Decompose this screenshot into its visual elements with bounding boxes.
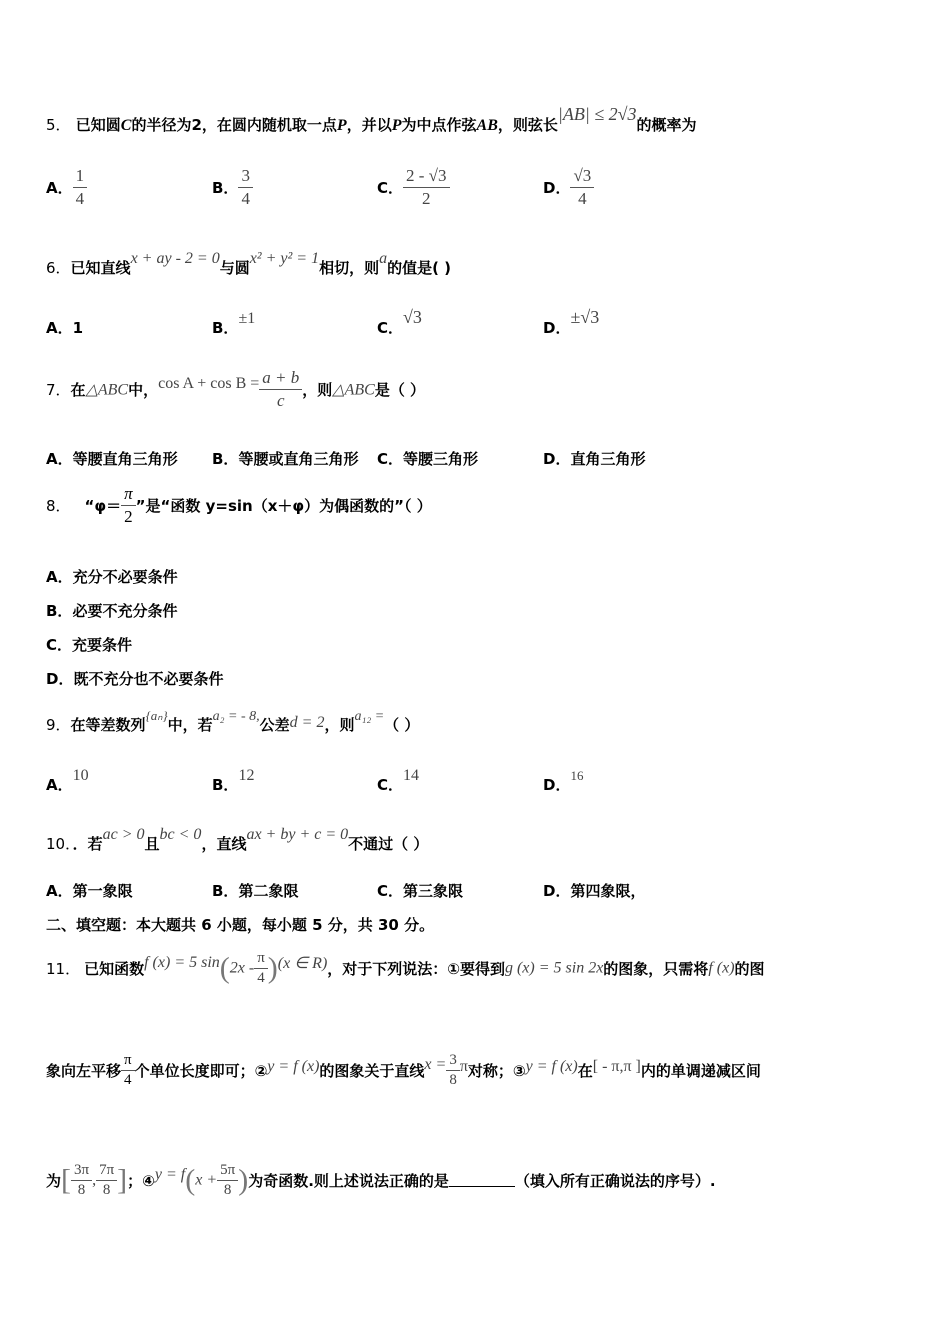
q11-pi-over-4: $\frac{\pi}{4}$ bbox=[254, 950, 268, 987]
q7-option-c[interactable]: C．等腰三角形 bbox=[377, 450, 479, 468]
q7-option-d[interactable]: D．直角三角形 bbox=[543, 450, 646, 468]
q10-line-equation: ax + by + c = 0 bbox=[246, 826, 349, 843]
q8-option-a[interactable]: A．充分不必要条件 bbox=[46, 568, 178, 586]
question-10: 10．．若ac > 0且bc < 0，直线ax + by + c = 0不通过（ ） bbox=[46, 826, 429, 853]
q5-option-a[interactable]: A． $\frac{1}{4}$ bbox=[46, 166, 87, 209]
q9-option-b[interactable]: B．12 bbox=[212, 767, 255, 794]
q6-option-a[interactable]: A．1 bbox=[46, 319, 84, 337]
q5-option-c-fraction: $\frac{2 - √3}{2}$ bbox=[403, 166, 450, 209]
q11-interval-left: $\frac{3\pi}{8}$ bbox=[71, 1162, 92, 1199]
q10-option-c[interactable]: C．第三象限 bbox=[377, 882, 464, 900]
q9-option-c[interactable]: C．14 bbox=[377, 767, 420, 794]
q5-condition: |AB| ≤ 2√3 bbox=[557, 104, 637, 124]
q6-circle-equation: x² + y² = 1 bbox=[249, 250, 320, 267]
q5-option-b[interactable]: B． $\frac{3}{4}$ bbox=[212, 166, 253, 209]
question-5: 5． 已知圆C的半径为2，在圆内随机取一点P，并以P为中点作弦AB，则弦长|AB| ≤ 2√3的概率为 bbox=[46, 104, 697, 134]
q8-option-c[interactable]: C．充要条件 bbox=[46, 636, 133, 654]
q6-option-c[interactable]: C．√3 bbox=[377, 307, 422, 337]
question-11-line-2: 象向左平移 $\frac{\pi}{4}$ 个单位长度即可；②y = f (x)的图象关于直线x = $\frac{3}{8}$ π对称；③y = f (x)在[ - π,π ]内的单调递减区间 bbox=[46, 1052, 761, 1088]
q5-option-a-fraction: $\frac{1}{4}$ bbox=[73, 166, 88, 209]
question-6: 6．已知直线x + ay - 2 = 0与圆x² + y² = 1相切，则a的值是( ) bbox=[46, 250, 452, 277]
q7-equation-lhs: cos A + cos B = bbox=[158, 374, 260, 392]
q10-option-b[interactable]: B．第二象限 bbox=[212, 882, 299, 900]
q11-interval: [ - π,π ] bbox=[592, 1057, 641, 1075]
q11-interval-right: $\frac{7\pi}{8}$ bbox=[96, 1162, 117, 1199]
q7-triangle: △ABC bbox=[85, 381, 129, 399]
q8-option-b[interactable]: B．必要不充分条件 bbox=[46, 602, 178, 620]
q9-option-a[interactable]: A．10 bbox=[46, 767, 89, 794]
question-7: 7．在△ABC中，cos A + cos B = $\frac{a + b}{c}$ ，则△ABC是（ ） bbox=[46, 368, 426, 410]
q9-sequence: {aₙ} bbox=[145, 708, 168, 723]
q5-option-b-fraction: $\frac{3}{4}$ bbox=[238, 166, 253, 209]
question-11-line-1: 11． 已知函数f (x) = 5 sin(2x - $\frac{\pi}{4}$ )(x ∈ R)，对于下列说法：①要得到g (x) = 5 sin 2x的图象，只需将f (x)的图 bbox=[46, 950, 765, 986]
q6-line-equation: x + ay - 2 = 0 bbox=[130, 250, 220, 267]
q11-answer-blank[interactable] bbox=[449, 1174, 515, 1187]
q6-option-b[interactable]: B．±1 bbox=[212, 310, 256, 337]
q11-g-function: g (x) = 5 sin 2x bbox=[504, 959, 604, 977]
q5-number: 5． bbox=[46, 116, 71, 134]
q5-option-c[interactable]: C． $\frac{2 - √3}{2}$ bbox=[377, 166, 450, 209]
q8-phi-fraction: $\frac{\pi}{2}$ bbox=[121, 484, 136, 527]
q7-option-a[interactable]: A．等腰直角三角形 bbox=[46, 450, 178, 468]
q11-shift-5pi-over-8: $\frac{5\pi}{8}$ bbox=[217, 1162, 238, 1199]
q7-option-b[interactable]: B．等腰或直角三角形 bbox=[212, 450, 359, 468]
q11-axis-fraction: $\frac{3}{8}$ bbox=[446, 1052, 460, 1089]
q11-shift-fraction: $\frac{\pi}{4}$ bbox=[121, 1052, 135, 1089]
question-11-line-3: 为[ $\frac{3\pi}{8}$ , $\frac{7\pi}{8}$ ]；④y = f(x + $\frac{5\pi}{8}$ )为奇函数.则上述说法正确的是 （填入所有正确说法的序号）. bbox=[46, 1162, 716, 1198]
section-2-heading: 二、填空题：本大题共 6 小题，每小题 5 分，共 30 分。 bbox=[46, 916, 435, 934]
q5-option-d[interactable]: D． $\frac{√3}{4}$ bbox=[543, 166, 594, 209]
q9-option-d[interactable]: D．16 bbox=[543, 768, 584, 794]
q8-option-d[interactable]: D．既不充分也不必要条件 bbox=[46, 670, 224, 688]
q10-option-d[interactable]: D．第四象限， bbox=[543, 882, 646, 900]
q10-option-a[interactable]: A．第一象限 bbox=[46, 882, 133, 900]
question-8: 8． “φ＝ $\frac{\pi}{2}$ ”是“函数 y=sin（x＋φ）为偶函数的”（ ） bbox=[46, 484, 432, 526]
question-9: 9．在等差数列{aₙ}中，若a₂ = - 8,公差d = 2，则a₁₂ =（ ） bbox=[46, 708, 420, 734]
q7-equation-fraction: $\frac{a + b}{c}$ bbox=[259, 368, 302, 411]
q5-option-d-fraction: $\frac{√3}{4}$ bbox=[570, 166, 594, 209]
q6-option-d[interactable]: D．±√3 bbox=[543, 307, 600, 337]
